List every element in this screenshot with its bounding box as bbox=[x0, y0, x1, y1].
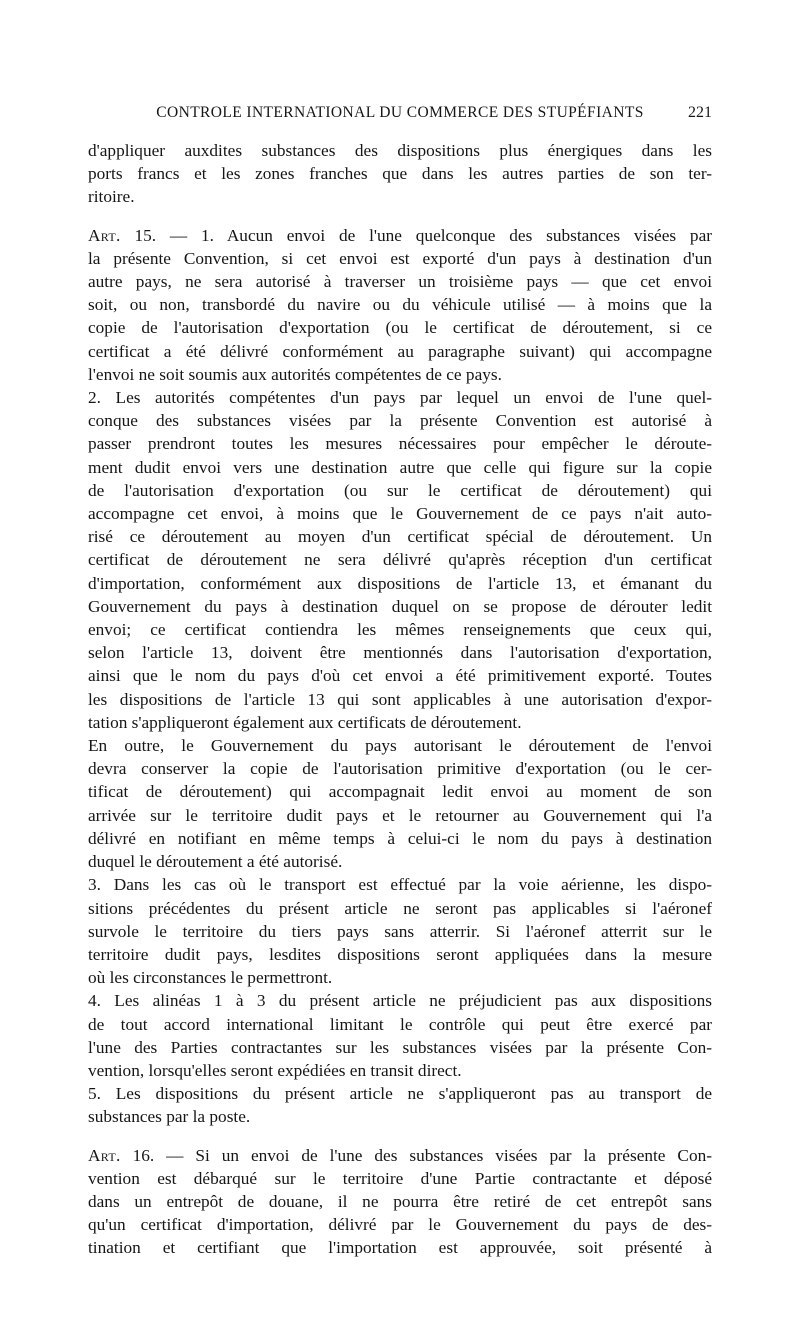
text-line: arrivée sur le territoire dudit pays et le retourner au Gouvernement qui l'a bbox=[88, 805, 712, 825]
article-15-paragraph-5 bbox=[88, 1082, 712, 1128]
text-line: devra conserver la copie de l'autorisation primitive d'exportation (ou le cer- bbox=[88, 759, 712, 779]
text-line: ports francs et les zones franches que dans les autres parties de son ter- bbox=[88, 164, 712, 184]
text-line: ment dudit envoi vers une destination autre que celle qui figure sur la copie bbox=[88, 457, 712, 477]
text-line: Gouvernement du pays à destination duquel on se propose de dérouter ledit bbox=[88, 596, 712, 616]
text-line: d'importation, conformément aux dispositions de l'article 13, et émanant du bbox=[88, 573, 712, 593]
text-line: substances par la poste. bbox=[88, 1107, 251, 1127]
text-line: autre pays, ne sera autorisé à traverser un troisième pays — que cet envoi bbox=[88, 272, 712, 292]
text-line: vention, lorsqu'elles seront expédiées en transit direct. bbox=[88, 1060, 462, 1080]
text-line: En outre, le Gouvernement du pays autorisant le déroutement de l'envoi bbox=[88, 736, 712, 756]
text-line: de tout accord international limitant le contrôle qui peut être exercé par bbox=[88, 1014, 712, 1034]
text-line: territoire dudit pays, lesdites dispositions seront appliquées dans la mesure bbox=[88, 944, 712, 964]
text-line: tination et certifiant que l'importation est approuvée, soit présenté à bbox=[88, 1238, 712, 1258]
text-line: vention est débarqué sur le territoire d'une Partie contractante et déposé bbox=[88, 1168, 712, 1188]
text-line: l'une des Parties contractantes sur les substances visées par la présente Con- bbox=[88, 1037, 712, 1057]
text-line bbox=[88, 1144, 712, 1167]
text-line: d'appliquer auxdites substances des dispositions plus énergiques dans les bbox=[88, 141, 712, 160]
text-line: ritoire. bbox=[88, 187, 135, 207]
text-line: dans un entrepôt de douane, il ne pourra être retiré de cet entrepôt sans bbox=[88, 1191, 712, 1211]
article-16-paragraph bbox=[88, 1144, 712, 1260]
text-line: délivré en notifiant en même temps à celui-ci le nom du pays à destination bbox=[88, 828, 712, 848]
text-line: envoi; ce certificat contiendra les mêmes renseignements que ceux qui, bbox=[88, 620, 712, 640]
text-line: certificat de déroutement ne sera délivré qu'après réception d'un certificat bbox=[88, 550, 712, 570]
text-line-content: 16. — Si un envoi de l'une des substances visées par la présente Con- bbox=[120, 1145, 712, 1165]
text-line: duquel le déroutement a été autorisé. bbox=[88, 852, 343, 872]
text-line: de l'autorisation d'exportation (ou sur le certificat de déroutement) qui bbox=[88, 480, 712, 500]
document-body bbox=[88, 139, 712, 1260]
text-line: les dispositions de l'article 13 qui sont applicables à une autorisation d'expor- bbox=[88, 689, 712, 709]
article-label: Art. bbox=[88, 225, 121, 245]
text-line: risé ce déroutement au moyen d'un certificat spécial de déroutement. Un bbox=[88, 527, 712, 547]
article-15-paragraph-3 bbox=[88, 873, 712, 989]
paragraph-continuation bbox=[88, 139, 712, 209]
text-line: tation s'appliqueront également aux certificats de déroutement. bbox=[88, 712, 522, 732]
running-header bbox=[88, 101, 712, 125]
text-line: conque des substances visées par la présente Convention est autorisé à bbox=[88, 411, 712, 431]
text-line: la présente Convention, si cet envoi est exporté d'un pays à destination d'un bbox=[88, 248, 712, 268]
text-line: soit, ou non, transbordé du navire ou du véhicule utilisé — à moins que la bbox=[88, 295, 712, 315]
article-label: Art. bbox=[88, 1145, 121, 1165]
text-line: passer prendront toutes les mesures nécessaires pour empêcher le déroute- bbox=[88, 434, 712, 454]
page-number: 221 bbox=[688, 104, 712, 121]
text-line: 2. Les autorités compétentes d'un pays par lequel un envoi de l'une quel- bbox=[88, 388, 712, 408]
text-line: accompagne cet envoi, à moins que le Gouvernement de ce pays n'ait auto- bbox=[88, 504, 712, 524]
text-line: certificat a été délivré conformément au paragraphe suivant) qui accompagne bbox=[88, 341, 712, 361]
text-line: tificat de déroutement) qui accompagnait ledit envoi au moment de son bbox=[88, 782, 712, 802]
text-line bbox=[88, 224, 712, 247]
running-title: CONTROLE INTERNATIONAL DU COMMERCE DES STUPÉFIANTS bbox=[156, 104, 644, 121]
text-line: qu'un certificat d'importation, délivré par le Gouvernement du pays de des- bbox=[88, 1215, 712, 1235]
text-line: sitions précédentes du présent article ne seront pas applicables si l'aéronef bbox=[88, 898, 712, 918]
text-line: 5. Les dispositions du présent article ne s'appliqueront pas au transport de bbox=[88, 1084, 712, 1104]
text-line: selon l'article 13, doivent être mentionnés dans l'autorisation d'exportation, bbox=[88, 643, 712, 663]
text-line: survole le territoire du tiers pays sans atterrir. Si l'aéronef atterrit sur le bbox=[88, 921, 712, 941]
text-line: 4. Les alinéas 1 à 3 du présent article ne préjudicient pas aux dispositions bbox=[88, 991, 712, 1011]
text-line: ainsi que le nom du pays d'où cet envoi a été primitivement exporté. Toutes bbox=[88, 666, 712, 686]
article-15-paragraph-1 bbox=[88, 224, 712, 386]
text-line: où les circonstances le permettront. bbox=[88, 968, 333, 988]
article-15-paragraph-2 bbox=[88, 386, 712, 734]
article-15-paragraph-4 bbox=[88, 989, 712, 1082]
text-line: copie de l'autorisation d'exportation (ou le certificat de déroutement, si ce bbox=[88, 318, 712, 338]
article-15-en-outre-paragraph bbox=[88, 734, 712, 873]
text-line: l'envoi ne soit soumis aux autorités compétentes de ce pays. bbox=[88, 364, 502, 384]
text-line-content: 15. — 1. Aucun envoi de l'une quelconque des substances visées par bbox=[120, 225, 712, 245]
text-line: 3. Dans les cas où le transport est effectué par la voie aérienne, les dispo- bbox=[88, 875, 712, 895]
